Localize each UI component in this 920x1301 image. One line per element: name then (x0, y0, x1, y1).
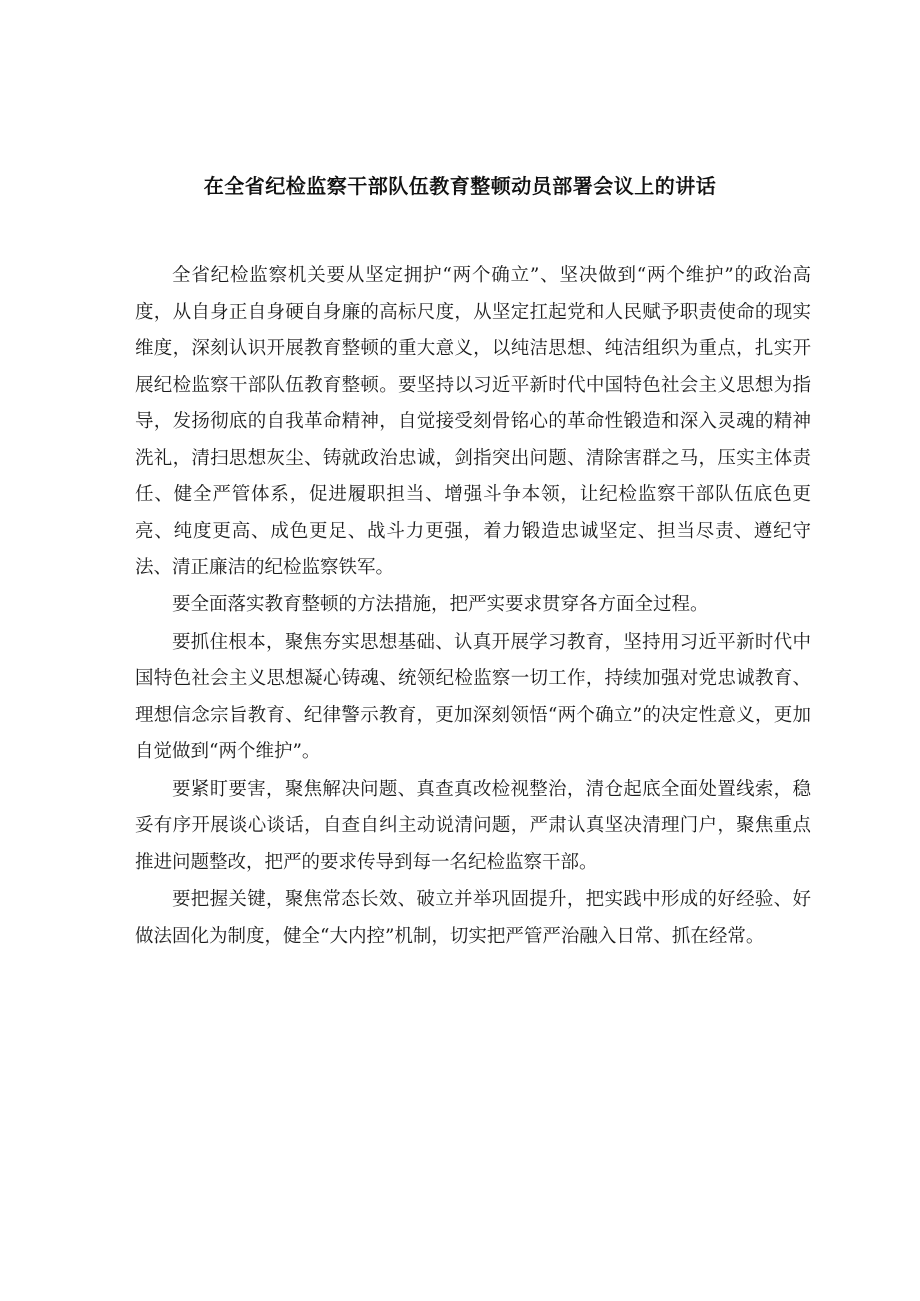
paragraph-5: 要把握关键，聚焦常态长效、破立并举巩固提升，把实践中形成的好经验、好做法固化为制度，健全“大内控”机制，切实把严管严治融入日常、抓在经常。 (135, 889, 811, 947)
paragraph-3: 要抓住根本，聚焦夯实思想基础、认真开展学习教育，坚持用习近平新时代中国特色社会主义思想凝心铸魂、统领纪检监察一切工作，持续加强对党忠诚教育、理想信念宗旨教育、纪律警示教育，更加深刻领悟“两个确立”的决定性意义，更加自觉做到“两个维护”。 (135, 631, 811, 763)
paragraph-2: 要全面落实教育整顿的方法措施，把严实要求贯穿各方面全过程。 (172, 594, 709, 616)
document-title: 在全省纪检监察干部队伍教育整顿动员部署会议上的讲话 (203, 174, 717, 198)
paragraph-4: 要紧盯要害，聚焦解决问题、真查真改检视整治，清仓起底全面处置线索，稳妥有序开展谈心谈话，自查自纠主动说清问题，严肃认真坚决清理门户，聚焦重点推进问题整改，把严的要求传导到每一名纪检监察干部。 (135, 778, 811, 873)
document-body (135, 258, 811, 956)
paragraph-1: 全省纪检监察机关要从坚定拥护“两个确立”、坚决做到“两个维护”的政治高度，从自身正自身硬自身廉的高标尺度，从坚定扛起党和人民赋予职责使命的现实维度，深刻认识开展教育整顿的重大意义，以纯洁思想、纯洁组织为重点，扎实开展纪检监察干部队伍教育整顿。要坚持以习近平新时代中国特色社会主义思想为指导，发扬彻底的自我革命精神，自觉接受刻骨铭心的革命性锻造和深入灵魂的精神洗礼，清扫思想灰尘、铸就政治忠诚，剑指突出问题、清除害群之马，压实主体责任、健全严管体系，促进履职担当、增强斗争本领，让纪检监察干部队伍底色更亮、纯度更高、成色更足、战斗力更强，着力锻造忠诚坚定、担当尽责、遵纪守法、清正廉洁的纪检监察铁军。 (135, 265, 811, 578)
